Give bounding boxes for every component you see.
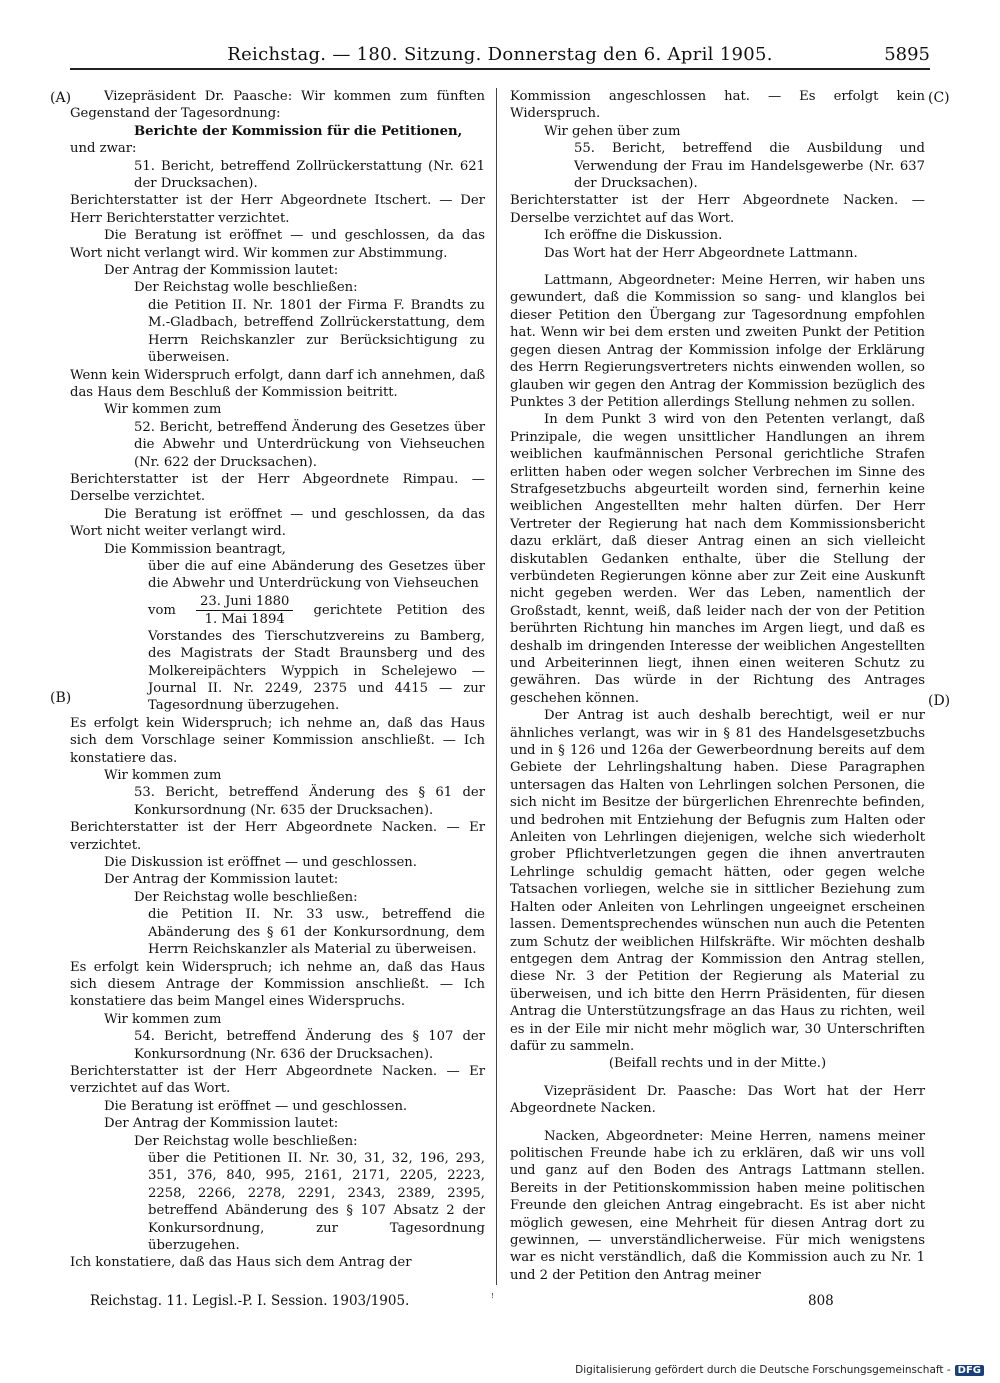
footer-session: Reichstag. 11. Legisl.-P. I. Session. 1903/1905.	[90, 1293, 410, 1309]
paragraph: Wir kommen zum	[104, 402, 222, 418]
report-heading: 51. Bericht, betreffend Zollrückerstattung (Nr. 621 der Drucksachen).	[134, 158, 485, 192]
paragraph: Der Reichstag wolle beschließen:	[134, 280, 358, 296]
paragraph: Das Wort hat der Herr Abgeordnete Lattmann.	[544, 245, 858, 261]
section-heading: Berichte der Kommission für die Petitionen,	[134, 123, 463, 139]
speech: Lattmann, Abgeordneter: Meine Herren, wir haben uns gewundert, daß die Kommission so sang- und klanglos bei dieser Petition den Übergang zur Tagesordnung empfohlen hat. Wenn wir bei dem ersten und zweiten Punkt der Petition gegen diesen Antrag der Kommission infolge der Erklärung des Herrn Regierungsvertreters nichts einwenden wollen, so glauben wir gegen den Antrag der Kommission bezüglich des Punktes 3 der Petition allerdings Stellung nehmen zu sollen.	[510, 273, 925, 410]
paragraph: Vizepräsident Dr. Paasche: Das Wort hat der Herr Abgeordnete Nacken.	[510, 1083, 925, 1117]
dfg-logo: DFG	[955, 1365, 984, 1376]
report-heading: 52. Bericht, betreffend Änderung des Gesetzes über die Abwehr und Unterdrückung von Viehseuchen (Nr. 622 der Drucksachen).	[134, 419, 485, 470]
report-heading: 55. Bericht, betreffend die Ausbildung und Verwendung der Frau im Handelsgewerbe (Nr. 637 der Drucksachen).	[574, 141, 925, 192]
page-header	[70, 42, 930, 70]
paragraph: Ich konstatiere, daß das Haus sich dem Antrag der	[70, 1255, 412, 1271]
paragraph: Wenn kein Widerspruch erfolgt, dann darf ich annehmen, daß das Haus dem Beschluß der Kommission beitritt.	[70, 367, 485, 400]
paragraph: Der Reichstag wolle beschließen:	[134, 889, 358, 905]
speech: In dem Punkt 3 wird von den Petenten verlangt, daß Prinzipale, die wegen unsittlicher Handlungen an ihrem weiblichen kaufmännischen Personal gerichtliche Strafen erlitten haben oder wegen solcher Verbrechen im Sinne des Strafgesetzbuchs abgeurteilt worden sind, fernerhin keine weiblichen Angestellten mehr halten dürfen. Der Herr Vertreter der Regierung hat nach dem Kommissionsbericht dazu erklärt, daß dieser Antrag einen an sich vielleicht diskutablen Gedanken enthalte, über die Stellung der verbündeten Regierungen könne aber zur Zeit eine Auskunft nicht gegeben werden. Wer das Leben, namentlich der Großstadt, kennt, weiß, daß leider nach der von der Petition berührten Richtung hin manches im Argen liegt, und daß es deshalb im dringenden Interesse der weiblichen Angestellten und Arbeiterinnen liegt, ihnen einen weiteren Schutz zu gewähren. Das würde in der Richtung des Antrages geschehen können.	[510, 412, 925, 706]
motion-text: über die auf eine Abänderung des Gesetzes über die Abwehr und Unterdrückung von Viehseuchen	[148, 558, 485, 592]
dfg-text: Digitalisierung gefördert durch die Deutsche Forschungsgemeinschaft -	[575, 1364, 951, 1376]
fraction-denominator: 1. Mai 1894	[204, 611, 285, 627]
dfg-notice	[575, 1364, 984, 1376]
report-heading: 54. Bericht, betreffend Änderung des § 107 der Konkursordnung (Nr. 636 der Drucksachen).	[134, 1029, 485, 1062]
margin-marker-a: (A)	[50, 90, 72, 106]
paragraph: Wir kommen zum	[104, 768, 222, 784]
paragraph: Es erfolgt kein Widerspruch; ich nehme an, daß das Haus sich dem Vorschlage seiner Kommission anschließt. — Ich konstatiere das.	[70, 715, 485, 766]
speech: Nacken, Abgeordneter: Meine Herren, namens meiner politischen Freunde habe ich zu erklären, daß wir uns voll und ganz auf den Boden des Antrags Lattmann stellen. Bereits in der Petitionskommission haben meine politischen Freunde den gleichen Antrag eingebracht. Es ist aber nicht möglich gewesen, eine Mehrheit für diesen Antrag dort zu gewinnen, — unverständlicherweise. Für mich wenigstens war es nicht verständlich, daß die Kommission auch zu Nr. 1 und 2 der Petition den Antrag meiner	[510, 1128, 925, 1283]
margin-marker-d: (D)	[928, 693, 951, 709]
paragraph: Berichterstatter ist der Herr Abgeordnete Itschert. — Der Herr Berichterstatter verzichtet.	[70, 193, 485, 226]
motion-text	[70, 593, 485, 715]
paragraph: Der Antrag der Kommission lautet:	[104, 872, 339, 888]
paragraph: Die Beratung ist eröffnet — und geschlossen.	[104, 1098, 408, 1114]
applause-note: (Beifall rechts und in der Mitte.)	[608, 1056, 827, 1072]
motion-text: über die Petitionen II. Nr. 30, 31, 32, 196, 293, 351, 376, 840, 995, 2161, 2171, 2205, 2223, 2258, 2266, 2278, 2291, 2343, 2389, 2395, betreffend Abänderung des § 107 Absatz 2 der Konkursordnung, zur Tagesordnung überzugehen.	[148, 1150, 485, 1253]
paragraph: Der Reichstag wolle beschließen:	[134, 1133, 358, 1149]
column-rule	[496, 88, 497, 1285]
left-column	[70, 88, 485, 1272]
fraction-numerator: 23. Juni 1880	[196, 593, 293, 611]
paragraph: Berichterstatter ist der Herr Abgeordnete Nacken. — Er verzichtet.	[70, 820, 485, 853]
motion-text: die Petition II. Nr. 1801 der Firma F. Brandts zu M.-Gladbach, betreffend Zollrückerstattung, dem Herrn Reichskanzler zur Berücksichtigung zu überweisen.	[148, 297, 485, 366]
motion-text: die Petition II. Nr. 33 usw., betreffend die Abänderung des § 61 der Konkursordnung, dem Herrn Reichskanzler als Material zu überweisen.	[148, 907, 485, 958]
footer-sheet-number: 808	[808, 1293, 834, 1309]
paragraph: Der Antrag der Kommission lautet:	[104, 263, 339, 279]
paragraph: Kommission angeschlossen hat. — Es erfolgt kein Widerspruch.	[510, 89, 925, 122]
speech: Der Antrag ist auch deshalb berechtigt, weil er nur ähnliches verlangt, was wir in § 81 des Handelsgesetzbuchs und in § 126 und 126a der Gewerbeordnung bereits auf dem Gebiete der Lehrlingshaltung haben. Diese Paragraphen untersagen das Halten von Lehrlingen solchen Personen, die sich nicht im Besitze der bürgerlichen Ehrenrechte befinden, und bedrohen mit Entziehung der Befugnis zum Halten oder Anleiten von Lehrlingen diejenigen, welche sich wiederholt grober Pflichtverletzungen gegen die ihnen anvertrauten Lehrlinge schuldig gemacht hätten, oder gegen welche Tatsachen vorliegen, welche sie in sittlicher Beziehung zum Halten oder Anleiten von Lehrlingen ungeeignet erscheinen lassen. Dementsprechendes wünschen nun auch die Petenten zum Schutz der weiblichen Hilfskräfte. Wir möchten deshalb entgegen dem Antrag der Kommission den Antrag stellen, diese Nr. 3 der Petition der Regierung als Material zu überweisen, und ich bitte den Herrn Präsidenten, für diesen Antrag die Unterstützungsfrage an das Haus zu richten, weil es in der Eile mir nicht mehr möglich war, 30 Unterschriften dafür zu sammeln.	[510, 708, 925, 1054]
right-column	[510, 88, 925, 1284]
paragraph: Wir gehen über zum	[544, 123, 681, 139]
paragraph: Wir kommen zum	[104, 1011, 222, 1027]
paragraph: Ich eröffne die Diskussion.	[544, 228, 723, 244]
margin-marker-c: (C)	[928, 90, 950, 106]
paragraph: Die Diskussion ist eröffnet — und geschlossen.	[104, 855, 417, 871]
running-title: Reichstag. — 180. Sitzung. Donnerstag den 6. April 1905.	[227, 44, 773, 65]
paragraph: Berichterstatter ist der Herr Abgeordnete Nacken. — Er verzichtet auf das Wort.	[70, 1063, 485, 1097]
paragraph: Berichterstatter ist der Herr Abgeordnete Nacken. — Derselbe verzichtet auf das Wort.	[510, 193, 925, 226]
footer-mark: ꜝ	[491, 1291, 495, 1305]
page-number: 5895	[884, 44, 930, 65]
paragraph: Vizepräsident Dr. Paasche: Wir kommen zum fünften Gegenstand der Tagesordnung:	[70, 89, 485, 122]
paragraph: Die Kommission beantragt,	[104, 541, 286, 557]
motion-vom: vom	[148, 602, 176, 618]
paragraph: Es erfolgt kein Widerspruch; ich nehme an, daß das Haus sich diesem Antrage der Kommission anschließt. — Ich konstatiere das beim Mangel eines Widerspruchs.	[70, 959, 485, 1010]
paragraph: Die Beratung ist eröffnet — und geschlossen, da das Wort nicht verlangt wird. Wir kommen zur Abstimmung.	[70, 228, 485, 261]
paragraph: Die Beratung ist eröffnet — und geschlossen, da das Wort nicht weiter verlangt wird.	[70, 506, 485, 540]
paragraph: Der Antrag der Kommission lautet:	[104, 1116, 339, 1132]
margin-marker-b: (B)	[50, 690, 72, 706]
paragraph: Berichterstatter ist der Herr Abgeordnete Rimpau. — Derselbe verzichtet.	[70, 471, 485, 505]
date-fraction	[196, 593, 293, 628]
report-heading: 53. Bericht, betreffend Änderung des § 61 der Konkursordnung (Nr. 635 der Drucksachen).	[134, 785, 485, 818]
paragraph: und zwar:	[70, 141, 137, 157]
motion-continuation: gerichtete Petition des Vorstandes des Tierschutzvereins zu Bamberg, des Magistrats der Stadt Braunsberg und des Molkereipächters Wyppich in Schelejewo — Journal II. Nr. 2249, 2375 und 4415 — zur Tagesordnung überzugehen.	[148, 602, 485, 714]
